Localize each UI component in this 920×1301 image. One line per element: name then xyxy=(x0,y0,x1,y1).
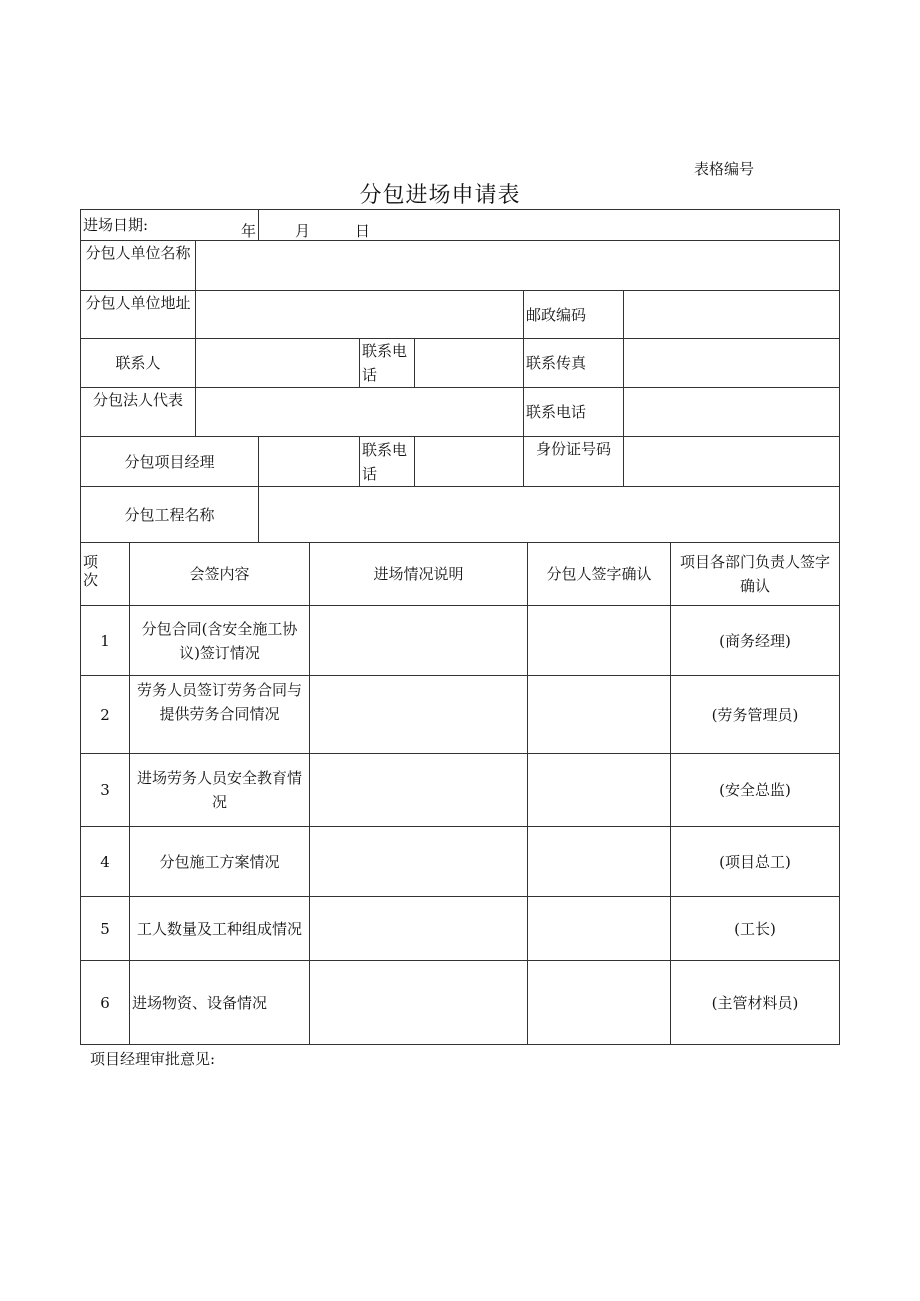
row-6-description[interactable] xyxy=(310,961,528,1045)
contact-phone-label: 联系电话 xyxy=(362,342,408,384)
row-4-no xyxy=(81,827,130,897)
contact-phone-field[interactable] xyxy=(415,339,524,388)
id-number-label: 身份证号码 xyxy=(535,440,611,458)
row-5-no xyxy=(81,897,130,961)
header-sub-confirm xyxy=(528,543,671,606)
postal-code-label: 邮政编码 xyxy=(526,305,587,324)
row-2-content xyxy=(130,676,310,754)
manager-phone-label: 联系电话 xyxy=(362,440,408,483)
legal-rep-phone-label: 联系电话 xyxy=(526,403,587,421)
project-manager-label-cell xyxy=(81,437,259,487)
legal-rep-phone-field[interactable] xyxy=(624,388,840,437)
sign-table xyxy=(80,542,840,1045)
unit-address-label-cell xyxy=(81,291,196,339)
row-1-description[interactable] xyxy=(310,606,528,676)
id-number-field[interactable] xyxy=(624,437,840,487)
row-4-no-text: 4 xyxy=(100,852,110,871)
row-6-role-text: (主管材料员) xyxy=(711,993,799,1012)
unit-name-label-cell xyxy=(81,241,196,291)
row-5-content-text: 工人数量及工种组成情况 xyxy=(136,919,302,938)
row-1-no-text: 1 xyxy=(100,631,110,650)
approval-label: 项目经理审批意见: xyxy=(90,1050,216,1068)
row-1-no xyxy=(81,606,130,676)
row-5-content xyxy=(130,897,310,961)
row-6-content-text: 进场物资、设备情况 xyxy=(132,993,268,1012)
row-5-sub-confirm[interactable] xyxy=(528,897,671,961)
legal-rep-field[interactable] xyxy=(196,388,524,437)
unit-name-label: 分包人单位名称 xyxy=(85,244,191,262)
row-3-role-text: (安全总监) xyxy=(719,781,791,799)
form-number-label: 表格编号 xyxy=(694,160,755,178)
fax-label-cell xyxy=(524,339,624,388)
row-1-content-text: 分包合同(含安全施工协议)签订情况 xyxy=(141,619,298,662)
project-name-label-cell xyxy=(81,487,259,543)
entry-date-value[interactable] xyxy=(259,210,840,241)
row-3-description[interactable] xyxy=(310,754,528,827)
postal-code-label-cell xyxy=(524,291,624,339)
contact-field[interactable] xyxy=(196,339,360,388)
year-label: 年 xyxy=(241,222,257,240)
page-title: 分包进场申请表 xyxy=(359,183,521,208)
manager-phone-field[interactable] xyxy=(415,437,524,487)
entry-date-cell xyxy=(81,210,259,241)
fax-field[interactable] xyxy=(624,339,840,388)
header-description-label: 进场情况说明 xyxy=(373,565,464,583)
unit-name-field[interactable] xyxy=(196,241,840,291)
row-4-description[interactable] xyxy=(310,827,528,897)
header-sub-confirm-label: 分包人签字确认 xyxy=(546,565,652,583)
row-1-sub-confirm[interactable] xyxy=(528,606,671,676)
row-3-content xyxy=(130,754,310,827)
row-4-sub-confirm[interactable] xyxy=(528,827,671,897)
contact-label: 联系人 xyxy=(115,354,161,372)
manager-phone-label-cell xyxy=(360,437,415,487)
row-4-role-text: (项目总工) xyxy=(719,852,791,871)
row-6-content xyxy=(130,961,310,1045)
header-content-label: 会签内容 xyxy=(189,565,250,583)
legal-rep-phone-label-cell xyxy=(524,388,624,437)
row-5-no-text: 5 xyxy=(100,919,110,938)
row-2-no-text: 2 xyxy=(100,705,110,724)
row-4-content-text: 分包施工方案情况 xyxy=(159,852,280,871)
row-2-content-text: 劳务人员签订劳务合同与提供劳务合同情况 xyxy=(136,681,302,723)
unit-address-label: 分包人单位地址 xyxy=(85,294,191,312)
row-1-role-text: (商务经理) xyxy=(719,631,791,650)
row-1-content xyxy=(130,606,310,676)
row-2-no xyxy=(81,676,130,754)
header-dept-confirm xyxy=(671,543,840,606)
day-label: 日 xyxy=(355,222,371,240)
row-1-role[interactable] xyxy=(671,606,840,676)
header-description xyxy=(310,543,528,606)
row-3-content-text: 进场劳务人员安全教育情况 xyxy=(136,769,302,811)
id-number-label-cell xyxy=(524,437,624,487)
header-dept-confirm-label: 项目各部门负责人签字确认 xyxy=(679,553,830,595)
row-3-role[interactable] xyxy=(671,754,840,827)
fax-label: 联系传真 xyxy=(526,354,587,372)
header-item-no-label: 项次 xyxy=(83,553,99,589)
row-5-description[interactable] xyxy=(310,897,528,961)
contact-phone-label-cell xyxy=(360,339,415,388)
month-label: 月 xyxy=(295,222,311,240)
row-6-role[interactable] xyxy=(671,961,840,1045)
row-2-role-text: (劳务管理员) xyxy=(711,705,799,724)
header-content xyxy=(130,543,310,606)
row-2-role[interactable] xyxy=(671,676,840,754)
row-6-sub-confirm[interactable] xyxy=(528,961,671,1045)
row-4-content xyxy=(130,827,310,897)
row-2-description[interactable] xyxy=(310,676,528,754)
unit-address-field[interactable] xyxy=(196,291,524,339)
postal-code-field[interactable] xyxy=(624,291,840,339)
row-6-no xyxy=(81,961,130,1045)
project-name-field[interactable] xyxy=(259,487,840,543)
project-manager-label: 分包项目经理 xyxy=(124,452,215,471)
legal-rep-label: 分包法人代表 xyxy=(92,391,183,409)
row-5-role[interactable] xyxy=(671,897,840,961)
contact-label-cell xyxy=(81,339,196,388)
row-5-role-text: (工长) xyxy=(734,919,776,938)
row-6-no-text: 6 xyxy=(100,993,110,1012)
project-manager-field[interactable] xyxy=(259,437,360,487)
header-item-no xyxy=(81,543,130,606)
entry-date-label: 进场日期: xyxy=(83,216,149,234)
row-2-sub-confirm[interactable] xyxy=(528,676,671,754)
project-name-label: 分包工程名称 xyxy=(124,505,215,524)
info-table xyxy=(80,209,840,543)
row-3-no-text: 3 xyxy=(100,781,110,799)
row-3-sub-confirm[interactable] xyxy=(528,754,671,827)
row-3-no xyxy=(81,754,130,827)
legal-rep-label-cell xyxy=(81,388,196,437)
row-4-role[interactable] xyxy=(671,827,840,897)
